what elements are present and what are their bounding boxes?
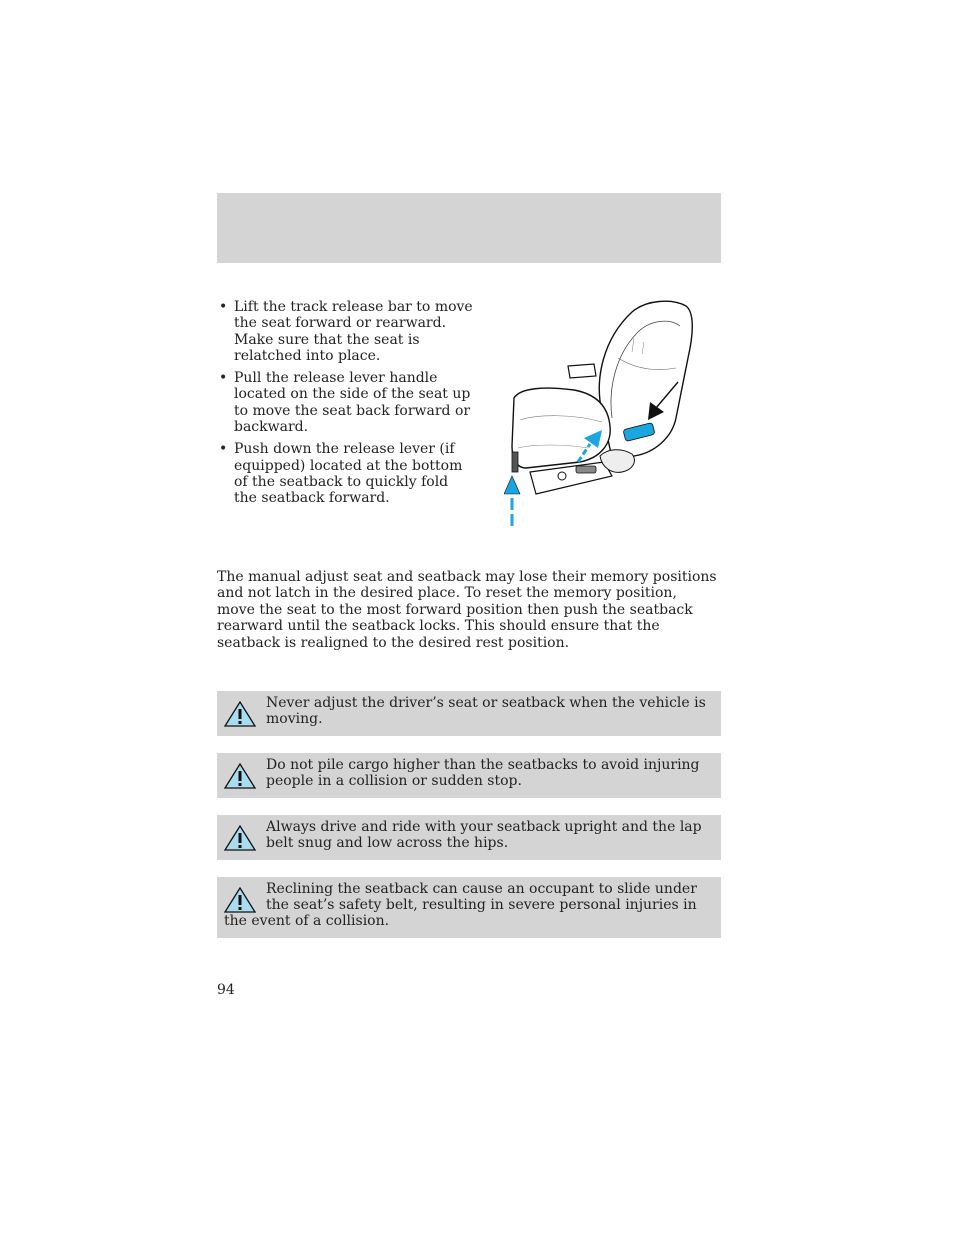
section-header-band — [217, 193, 721, 263]
warning-triangle-icon — [224, 825, 256, 851]
warning-text: Never adjust the driver’s seat or seatback when the vehicle is moving. — [266, 695, 706, 727]
warning-box — [217, 691, 721, 736]
bullet-text: Pull the release lever handle located on the side of the seat up to move the seat back forward or backward. — [234, 370, 471, 436]
list-item — [217, 370, 475, 435]
warning-box — [217, 815, 721, 860]
warning-box — [217, 753, 721, 798]
bullet-text: Lift the track release bar to move the seat forward or rearward. Make sure that the seat is relatched into place. — [234, 299, 473, 364]
warning-triangle-icon — [224, 887, 256, 913]
seat-adjustment-illustration — [504, 298, 704, 530]
warning-box — [217, 877, 721, 938]
warning-triangle-icon — [224, 763, 256, 789]
bullet-dot: • — [219, 441, 228, 458]
list-item — [217, 441, 475, 506]
bullet-dot: • — [219, 370, 228, 387]
warning-triangle-icon — [224, 701, 256, 727]
memory-reset-paragraph: The manual adjust seat and seatback may lose their memory positions and not latch in the desired place. To reset the memory position, move the seat to the most forward position then push the seatback rearward until the seatback locks. This should ensure that the seatback is realigned to the desired rest position. — [217, 569, 717, 651]
page-number: 94 — [217, 982, 235, 998]
list-item — [217, 299, 475, 364]
instruction-list — [217, 299, 475, 513]
bullet-text: Push down the release lever (if equipped) located at the bottom of the seatback to quickly fold the seatback forward. — [234, 441, 463, 507]
warning-text: Always drive and ride with your seatback upright and the lap belt snug and low across the hips. — [266, 819, 702, 851]
warning-text: Reclining the seatback can cause an occupant to slide under the seat’s safety belt, resulting in severe personal injuries in the event of a collision. — [224, 881, 697, 929]
warning-text: Do not pile cargo higher than the seatbacks to avoid injuring people in a collision or sudden stop. — [266, 757, 700, 789]
bullet-dot: • — [219, 299, 228, 315]
